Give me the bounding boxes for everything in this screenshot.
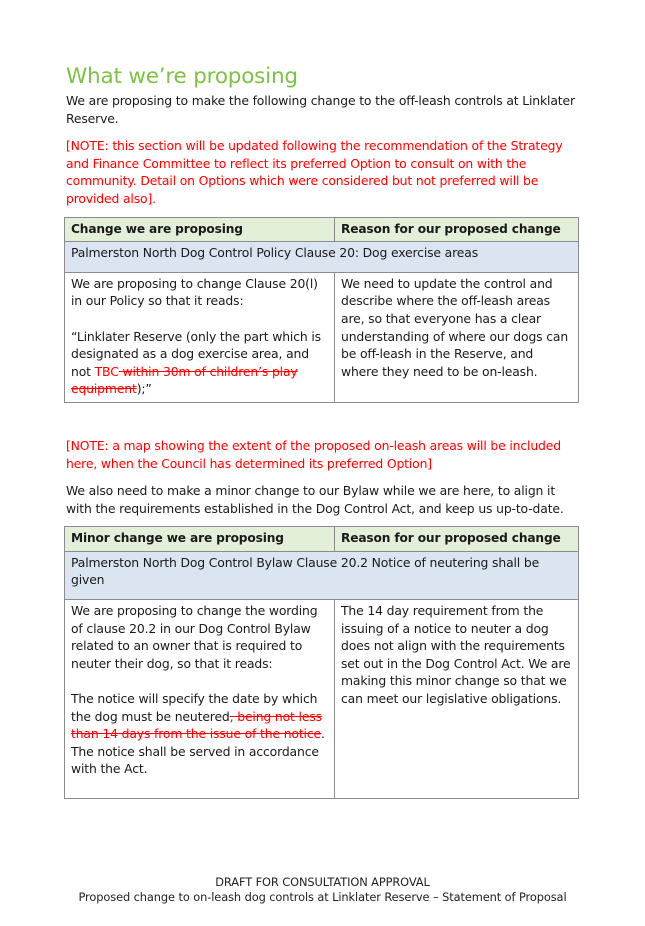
clause-text-end: . The notice shall be served in accordance with the Act. — [71, 726, 325, 777]
bylaw-change-table — [64, 526, 579, 799]
table-row — [65, 600, 579, 799]
intro-paragraph: We are proposing to make the following change to the off-leash controls at Linklater Reserve. — [66, 93, 575, 126]
page-footer — [0, 875, 645, 905]
policy-clause-title: Palmerston North Dog Control Policy Clause 20: Dog exercise areas — [65, 242, 579, 273]
change-intro: We are proposing to change the wording of clause 20.2 in our Dog Control Bylaw related to an owner that is required to neuter their dog, so that it reads: — [71, 603, 318, 671]
table-header-row — [65, 217, 579, 242]
footer-document-title: Proposed change to on-leash dog controls at Linklater Reserve – Statement of Proposal — [78, 890, 567, 904]
bylaw-intro-paragraph: We also need to make a minor change to our Bylaw while we are here, to align it with the requirements established in the Dog Control Act, and keep us up-to-date. — [66, 483, 564, 516]
reason-cell: The 14 day requirement from the issuing of a notice to neuter a dog does not align with the requirements set out in the Dog Control Act. We are making this minor change so that we can meet our legislative obligations. — [335, 600, 579, 799]
note-options: [NOTE: this section will be updated following the recommendation of the Strategy and Finance Committee to reflect its preferred Option to consult on with the community. Detail on Options which were considered but not preferred will be provided also]. — [66, 138, 563, 206]
clause-text-start: The notice will specify the date by which the dog must be neutered — [71, 691, 318, 724]
footer-draft-label: DRAFT FOR CONSULTATION APPROVAL — [215, 875, 430, 889]
clause-text-end: );” — [136, 381, 152, 397]
change-cell — [65, 272, 335, 402]
reason-cell: We need to update the control and describe where the off-leash areas are, so that everyone has a clear understanding of where our dogs can be off-leash in the Reserve, and where they need to be on-leash. — [335, 272, 579, 402]
note-map: [NOTE: a map showing the extent of the proposed on-leash areas will be included here, when the Council has determined its preferred Option] — [66, 437, 561, 471]
column-header-reason: Reason for our proposed change — [335, 217, 579, 242]
section-title: What we’re proposing — [66, 64, 298, 89]
table-subheader-row — [65, 242, 579, 273]
bylaw-clause-title: Palmerston North Dog Control Bylaw Clause 20.2 Notice of neutering shall be given — [65, 551, 579, 599]
table-header-row — [65, 527, 579, 552]
clause-deletion: , being not less than 14 days from the issue of the notice — [71, 708, 322, 742]
change-cell — [65, 600, 335, 799]
proposed-clause-text — [71, 690, 328, 778]
policy-change-table — [64, 217, 579, 403]
column-header-reason: Reason for our proposed change — [335, 527, 579, 552]
clause-insertion: TBC — [94, 363, 119, 379]
document-page — [66, 62, 580, 799]
change-intro: We are proposing to change Clause 20(l) in our Policy so that it reads: — [71, 275, 318, 309]
table-row — [65, 272, 579, 402]
proposed-clause-text — [71, 328, 328, 398]
column-header-change: Minor change we are proposing — [65, 527, 335, 552]
column-header-change: Change we are proposing — [65, 217, 335, 242]
clause-deletion: within 30m of children’s play equipment — [71, 363, 298, 397]
clause-text-start: “Linklater Reserve (only the part which is designated as a dog exercise area, and not — [71, 328, 321, 379]
table-subheader-row — [65, 551, 579, 599]
